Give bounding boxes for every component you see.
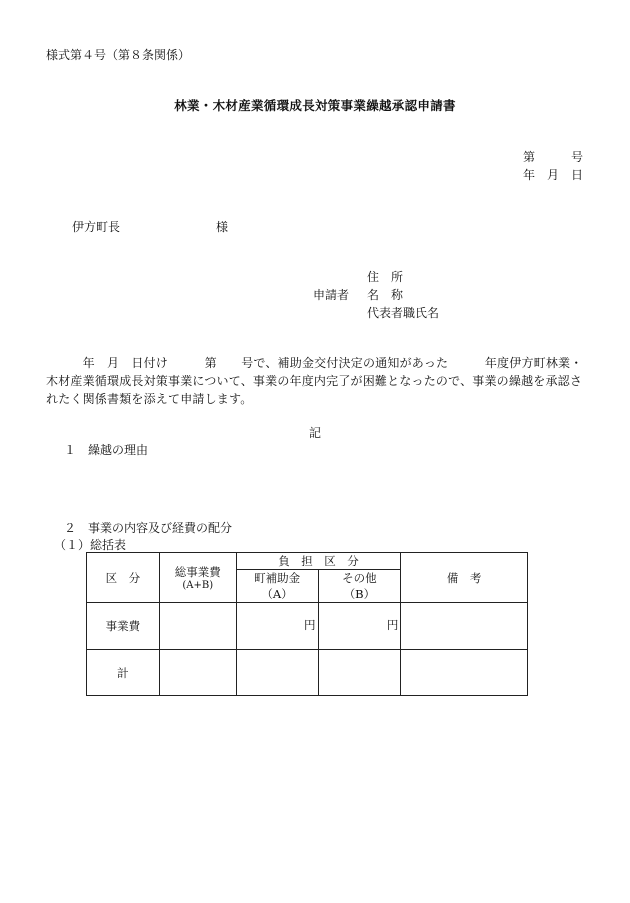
- representative-label: 代表者職氏名: [367, 306, 440, 320]
- document-number-block: [523, 148, 583, 184]
- addressee: 伊方町長 様: [72, 220, 229, 234]
- row-total-cell: [159, 603, 236, 650]
- header-town-label: 町補助金: [254, 571, 301, 585]
- header-remarks: 備 考: [401, 553, 528, 603]
- table-row: [87, 603, 528, 650]
- name-label: 名 称: [367, 288, 404, 302]
- header-other-label: その他: [342, 571, 377, 585]
- row-label: 事業費: [87, 603, 160, 650]
- section-2-title: ２ 事業の内容及び経費の配分: [64, 521, 233, 535]
- form-number: 様式第４号（第８条関係）: [46, 48, 191, 62]
- row-total-cell: [159, 650, 236, 696]
- row-other-cell: 円: [318, 603, 401, 650]
- header-town: [236, 570, 318, 603]
- applicant-role-label: 申請者: [313, 288, 350, 302]
- row-label: 計: [87, 650, 160, 696]
- row-remarks-cell: [401, 603, 528, 650]
- header-total: [159, 553, 236, 603]
- summary-table: [86, 552, 528, 696]
- body-paragraph: 年 月 日付け 第 号で、補助金交付決定の通知があった 年度伊方町林業・木材産業循環成長対策事業について、事業の年度内完了が困難となったので、事業の繰越を承認されたく関係書類を添えて申請します。: [46, 356, 583, 406]
- row-other-cell: [318, 650, 401, 696]
- section-1-title: １ 繰越の理由: [64, 443, 149, 457]
- row-town-cell: [236, 650, 318, 696]
- section-2-subtitle: （１）総括表: [54, 538, 127, 552]
- header-total-label: 総事業費: [174, 565, 221, 579]
- header-town-sub: （A）: [261, 587, 293, 601]
- document-number-label: 第 号: [522, 150, 583, 164]
- row-remarks-cell: [401, 650, 528, 696]
- header-other-sub: （B）: [343, 587, 376, 601]
- address-label: 住 所: [367, 270, 404, 284]
- header-other: [318, 570, 401, 603]
- header-category: 区 分: [87, 553, 160, 603]
- row-town-cell: 円: [236, 603, 318, 650]
- ki-heading: 記: [308, 426, 321, 440]
- header-burden: 負 担 区 分: [236, 553, 401, 570]
- document-date-label: 年 月 日: [522, 168, 583, 182]
- applicant-block: [313, 268, 439, 322]
- table-header-row: [87, 553, 528, 570]
- table-row: [87, 650, 528, 696]
- header-total-sub: (A+B): [182, 580, 214, 591]
- document-title: 林業・木材産業循環成長対策事業繰越承認申請書: [174, 98, 456, 113]
